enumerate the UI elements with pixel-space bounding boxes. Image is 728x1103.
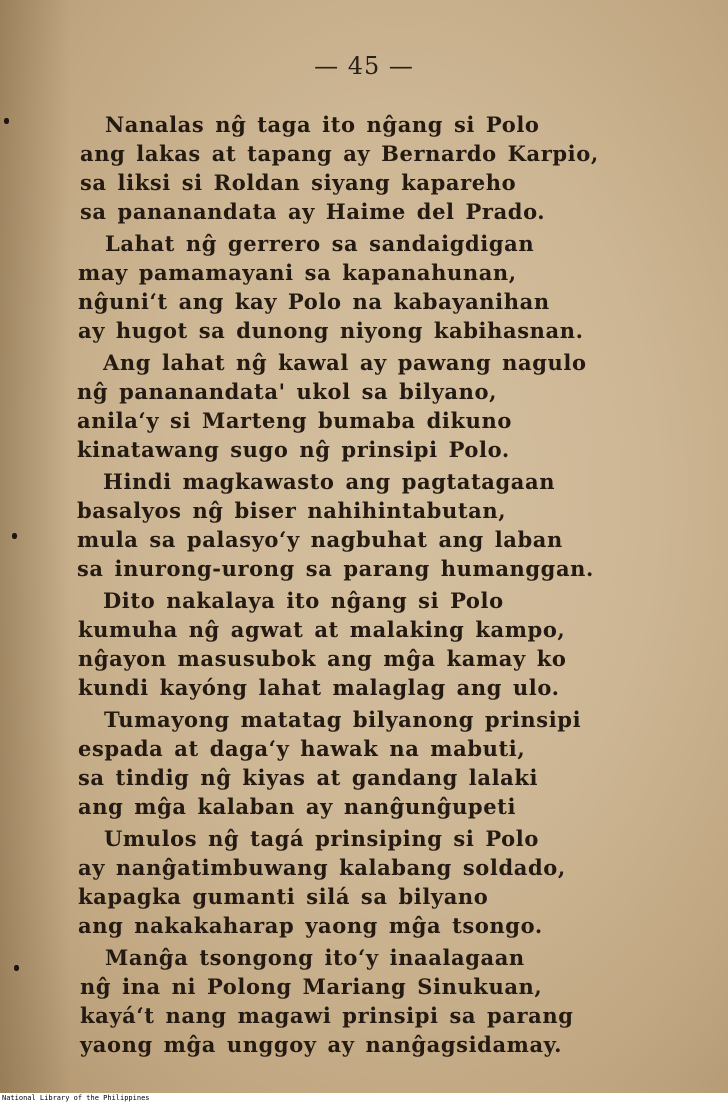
stanza-4 [0, 467, 728, 583]
verse-line: sa inurong-urong sa parang humanggan. [77, 556, 594, 581]
stanza-1 [0, 110, 728, 226]
ink-speck [4, 118, 9, 124]
ink-speck [12, 533, 17, 539]
verse-line: ay hugot sa dunong niyong kabihasnan. [78, 318, 584, 343]
verse-line: ang lakas at tapang ay Bernardo Karpio, [80, 141, 599, 166]
library-credit: National Library of the Philippines [0, 1093, 728, 1103]
verse-line: Manĝa tsongong ito‘y inaalagaan [105, 945, 525, 970]
verse-line: ay nanĝatimbuwang kalabang soldado, [78, 855, 566, 880]
ink-speck [14, 965, 19, 971]
verse-line: nĝayon masusubok ang mĝa kamay ko [78, 646, 567, 671]
verse-line: kayá‘t nang magawi prinsipi sa parang [80, 1003, 574, 1028]
verse-line: kinatawang sugo nĝ prinsipi Polo. [77, 437, 510, 462]
verse-text [0, 110, 728, 1062]
stanza-3 [0, 348, 728, 464]
verse-line: Umulos nĝ tagá prinsiping si Polo [104, 826, 539, 851]
verse-line: espada at daga‘y hawak na mabuti, [78, 736, 526, 761]
verse-line: kumuha nĝ agwat at malaking kampo, [78, 617, 566, 642]
verse-line: ang nakakaharap yaong mĝa tsongo. [78, 913, 543, 938]
verse-line: basalyos nĝ biser nahihintabutan, [77, 498, 507, 523]
verse-line: Ang lahat nĝ kawal ay pawang nagulo [103, 350, 587, 375]
verse-line: Nanalas nĝ taga ito nĝang si Polo [105, 112, 540, 137]
verse-line: Hindi magkawasto ang pagtatagaan [103, 469, 556, 494]
stanza-6 [0, 705, 728, 821]
stanza-7 [0, 824, 728, 940]
verse-line: mula sa palasyo‘y nagbuhat ang laban [77, 527, 563, 552]
verse-line: Tumayong matatag bilyanong prinsipi [104, 707, 582, 732]
page-number: — 45 — [314, 52, 414, 80]
verse-line: sa pananandata ay Haime del Prado. [80, 199, 546, 224]
stanza-8 [0, 943, 728, 1059]
verse-line: kundi kayóng lahat malaglag ang ulo. [78, 675, 560, 700]
verse-line: sa tindig nĝ kiyas at gandang lalaki [78, 765, 539, 790]
verse-line: Lahat nĝ gerrero sa sandaigdigan [105, 231, 535, 256]
verse-line: nĝ pananandata' ukol sa bilyano, [77, 379, 497, 404]
verse-line: nĝuni‘t ang kay Polo na kabayanihan [78, 289, 550, 314]
verse-line: ang mĝa kalaban ay nanĝunĝupeti [78, 794, 517, 819]
stanza-2 [0, 229, 728, 345]
verse-line: nĝ ina ni Polong Mariang Sinukuan, [80, 974, 543, 999]
verse-line: anila‘y si Marteng bumaba dikuno [77, 408, 512, 433]
verse-line: may pamamayani sa kapanahunan, [78, 260, 517, 285]
verse-line: yaong mĝa unggoy ay nanĝagsidamay. [80, 1032, 562, 1057]
stanza-5 [0, 586, 728, 702]
verse-line: kapagka gumanti silá sa bilyano [78, 884, 489, 909]
verse-line: sa liksi si Roldan siyang kapareho [80, 170, 517, 195]
verse-line: Dito nakalaya ito nĝang si Polo [103, 588, 504, 613]
